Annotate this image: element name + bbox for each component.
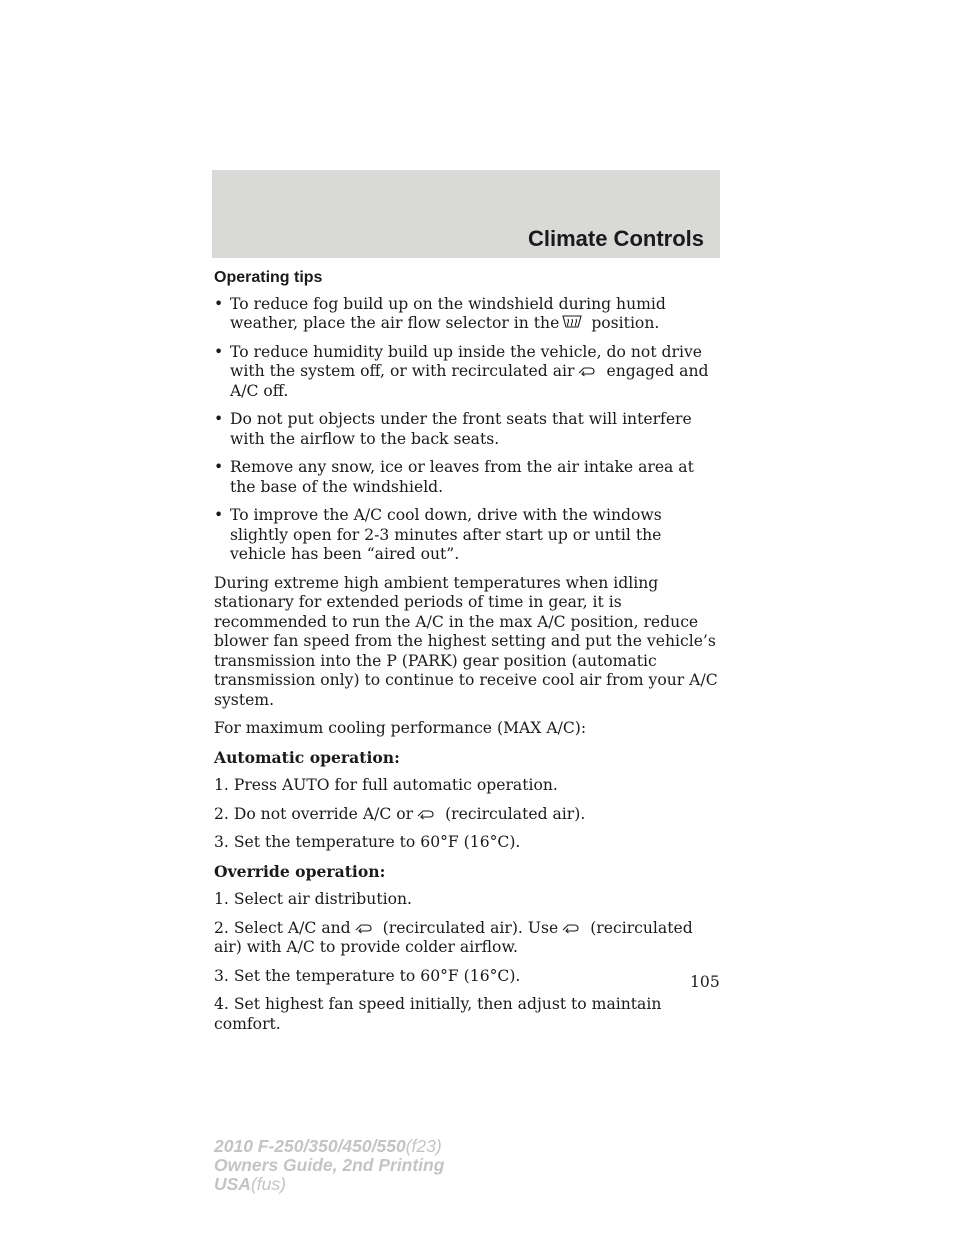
recirculated-air-icon (415, 806, 437, 820)
step-text: 2. Do not override A/C or (214, 804, 414, 823)
list-item (214, 295, 720, 334)
list-item (214, 506, 720, 565)
tip-text: Do not put objects under the front seats that will interfere with the airflow to the back seats. (230, 410, 692, 448)
override-step-3: 3. Set the temperature to 60°F (16°C). (214, 966, 521, 985)
footer-region: USA (214, 1174, 251, 1194)
override-step-2 (214, 919, 720, 958)
bullet: • (214, 458, 224, 476)
tip-text: To improve the A/C cool down, drive with the windows slightly open for 2-3 minutes after start up or until the vehicle has been “aired out”. (230, 506, 662, 563)
page-content (214, 268, 720, 1043)
bullet: • (214, 506, 224, 524)
section-header-band (212, 170, 720, 258)
footer-model-code: (f23) (405, 1136, 442, 1156)
operating-tips-heading: Operating tips (214, 269, 323, 286)
step-text: (recirculated air) with A/C to provide colder airflow. (214, 918, 693, 956)
automatic-step-3: 3. Set the temperature to 60°F (16°C). (214, 833, 521, 851)
page-number: 105 (690, 973, 720, 991)
windshield-defrost-icon (561, 315, 583, 329)
bullet: • (214, 410, 224, 428)
step-text: (recirculated air). (445, 804, 586, 823)
bullet: • (214, 294, 224, 313)
footer-line-2: Owners Guide, 2nd Printing (214, 1155, 445, 1175)
tip-text: position. (591, 314, 660, 332)
step-text: 2. Select A/C and (214, 918, 351, 937)
footer-region-code: (fus) (250, 1174, 286, 1194)
tip-text: Remove any snow, ice or leaves from the air intake area at the base of the windshield. (230, 458, 694, 496)
recirculated-air-icon (576, 363, 598, 377)
automatic-operation-heading: Automatic operation: (214, 747, 400, 767)
tip-text: To reduce fog build up on the windshield during humid weather, place the air flow selector in the (230, 294, 666, 332)
tip-text: engaged and A/C off. (230, 362, 709, 400)
override-operation-heading: Override operation: (214, 861, 386, 881)
automatic-step-1: 1. Press AUTO for full automatic operation. (214, 776, 558, 794)
recirculated-air-icon (560, 920, 582, 934)
list-item (214, 458, 720, 497)
recirculated-air-icon (353, 920, 375, 934)
max-cooling-intro: For maximum cooling performance (MAX A/C): (214, 719, 587, 737)
operating-tips-list (214, 295, 720, 565)
footer (214, 1137, 444, 1194)
list-item (214, 410, 720, 449)
override-step-4: 4. Set highest fan speed initially, then adjust to maintain comfort. (214, 995, 662, 1033)
footer-line-3 (214, 1175, 444, 1194)
override-step-1: 1. Select air distribution. (214, 890, 412, 908)
section-title: Climate Controls (527, 226, 704, 251)
footer-line-1 (214, 1137, 444, 1156)
tip-text: To reduce humidity build up inside the vehicle, do not drive with the system off, or with recirculated air (230, 342, 702, 380)
extreme-temperatures-paragraph: During extreme high ambient temperatures when idling stationary for extended periods of time in gear, it is recommended to run the A/C in the max A/C position, reduce blower fan speed from the highest setting and put the vehicle’s transmission into the P (PARK) gear position (automatic transmission only) to continue to receive cool air from your A/C system. (214, 573, 718, 709)
list-item (214, 343, 720, 402)
bullet: • (214, 342, 224, 361)
footer-model: 2010 F-250/350/450/550 (214, 1136, 406, 1156)
automatic-step-2 (214, 805, 720, 825)
step-text: (recirculated air). Use (382, 918, 559, 937)
